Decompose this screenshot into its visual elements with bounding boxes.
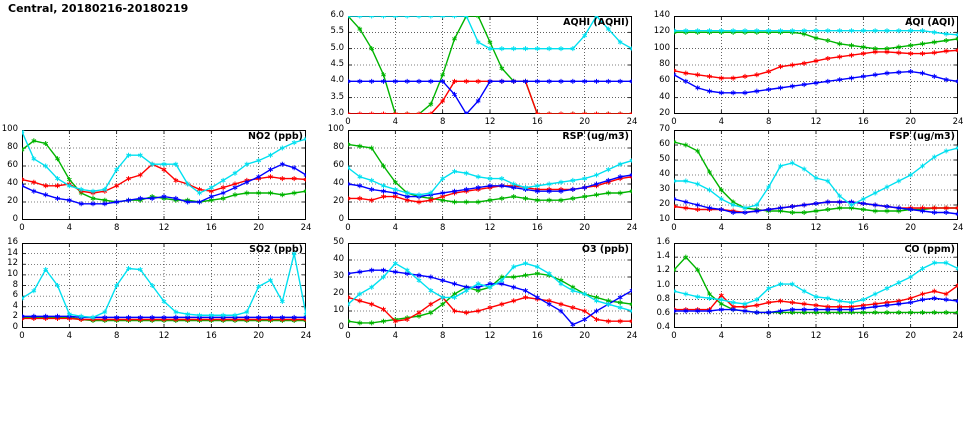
- x-tick-label: 24: [952, 117, 964, 127]
- y-tick-label: 4.5: [330, 59, 344, 69]
- y-tick-label: 50: [333, 237, 344, 247]
- y-tick-label: 20: [333, 288, 344, 298]
- plot-canvas-aqhi: [348, 16, 632, 114]
- y-tick-label: 10: [7, 268, 18, 279]
- x-tick-label: 0: [345, 331, 351, 341]
- y-tick-label: 0.8: [656, 293, 670, 304]
- panel-title-aqi: AQI (AQI): [905, 17, 955, 28]
- y-tick-label: 20: [333, 196, 344, 206]
- y-tick-label: 140: [653, 10, 670, 20]
- chart-panel-so2: [0, 237, 316, 350]
- series-marker: [358, 112, 362, 115]
- y-tick-label: 100: [653, 42, 670, 53]
- y-tick-label: 1.6: [656, 237, 670, 247]
- x-tick-label: 16: [857, 117, 869, 127]
- y-tick-label: 4: [12, 300, 18, 311]
- y-tick-label: 2: [12, 311, 18, 322]
- y-tick-label: 4.0: [330, 75, 344, 86]
- y-tick-label: 100: [327, 124, 344, 134]
- series-marker: [441, 16, 445, 19]
- x-tick-label: 0: [345, 223, 351, 233]
- y-tick-label: 40: [659, 91, 670, 102]
- y-tick-label: 0: [338, 214, 344, 224]
- y-tick-label: 20: [659, 199, 670, 209]
- y-tick-label: 50: [659, 154, 670, 164]
- y-tick-label: 70: [659, 124, 670, 134]
- x-tick-label: 24: [300, 223, 312, 233]
- x-tick-label: 20: [579, 223, 591, 233]
- y-tick-label: 80: [333, 142, 344, 152]
- x-tick-label: 0: [671, 117, 677, 127]
- series-marker: [583, 112, 587, 115]
- series-marker: [618, 112, 622, 115]
- y-tick-label: 120: [653, 26, 670, 37]
- x-tick-label: 4: [392, 223, 399, 233]
- panel-title-rsp: RSP (ug/m3): [562, 131, 629, 142]
- x-tick-label: 4: [392, 331, 399, 341]
- y-tick-label: 40: [333, 178, 344, 188]
- y-tick-label: 0.4: [656, 322, 670, 332]
- y-tick-label: 80: [659, 59, 670, 69]
- series-marker: [559, 112, 563, 115]
- x-tick-label: 0: [19, 223, 25, 233]
- x-tick-label: 20: [579, 331, 591, 341]
- y-tick-label: 60: [659, 75, 670, 86]
- x-tick-label: 12: [484, 331, 496, 341]
- page-title: Central, 20180216-20180219: [8, 2, 189, 15]
- x-tick-label: 16: [531, 223, 543, 233]
- y-tick-label: 0: [12, 214, 18, 224]
- panel-title-no2: NO2 (ppb): [247, 131, 303, 142]
- series-marker: [393, 16, 397, 19]
- y-tick-label: 60: [659, 139, 670, 149]
- x-tick-label: 8: [765, 331, 772, 341]
- x-tick-label: 12: [810, 223, 822, 233]
- y-tick-label: 40: [659, 169, 670, 179]
- y-tick-label: 0: [12, 322, 18, 332]
- x-tick-label: 0: [671, 223, 677, 233]
- x-tick-label: 12: [810, 331, 822, 341]
- series-marker: [370, 112, 374, 115]
- series-marker: [571, 112, 575, 115]
- y-tick-label: 40: [333, 254, 344, 264]
- x-tick-label: 20: [253, 223, 265, 233]
- plot-canvas-so2: [22, 243, 306, 328]
- y-tick-label: 100: [1, 124, 18, 134]
- chart-panel-no2: [0, 124, 316, 242]
- y-tick-label: 12: [7, 258, 18, 269]
- plot-canvas-co: [674, 243, 958, 328]
- x-tick-label: 8: [765, 117, 772, 127]
- series-marker: [547, 112, 551, 115]
- panel-title-o3: O3 (ppb): [581, 244, 629, 255]
- y-tick-label: 60: [333, 160, 344, 170]
- y-tick-label: 30: [333, 271, 344, 281]
- x-tick-label: 16: [857, 331, 869, 341]
- y-tick-label: 60: [7, 160, 18, 170]
- y-tick-label: 0.6: [656, 307, 670, 318]
- plot-canvas-no2: [22, 130, 306, 220]
- plot-canvas-o3: [348, 243, 632, 328]
- x-tick-label: 8: [113, 331, 120, 341]
- x-tick-label: 20: [579, 117, 591, 127]
- x-tick-label: 0: [671, 331, 677, 341]
- y-tick-label: 6.0: [330, 10, 344, 20]
- series-marker: [221, 178, 225, 183]
- x-tick-label: 12: [158, 223, 170, 233]
- x-tick-label: 8: [439, 331, 446, 341]
- x-tick-label: 8: [439, 117, 446, 127]
- x-tick-label: 12: [484, 117, 496, 127]
- chart-panel-aqhi: [318, 10, 642, 136]
- series-marker: [381, 112, 385, 115]
- x-tick-label: 4: [66, 331, 73, 341]
- chart-panel-co: [644, 237, 968, 350]
- series-marker: [452, 16, 456, 19]
- series-marker: [405, 112, 409, 115]
- x-tick-label: 24: [626, 117, 638, 127]
- x-tick-label: 8: [765, 223, 772, 233]
- x-tick-label: 4: [718, 331, 725, 341]
- series-marker: [429, 16, 433, 19]
- x-tick-label: 16: [857, 223, 869, 233]
- x-tick-label: 16: [205, 223, 217, 233]
- y-tick-label: 5.0: [330, 42, 344, 53]
- series-marker: [441, 72, 445, 77]
- y-tick-label: 80: [7, 142, 18, 152]
- chart-panel-aqi: [644, 10, 968, 136]
- x-tick-label: 4: [718, 223, 725, 233]
- series-marker: [684, 79, 688, 84]
- panel-title-aqhi: AQHI (AQHI): [563, 17, 629, 28]
- x-tick-label: 8: [113, 223, 120, 233]
- y-tick-label: 20: [659, 108, 670, 118]
- chart-panel-fsp: [644, 124, 968, 242]
- y-tick-label: 3.5: [330, 91, 344, 102]
- y-tick-label: 1.0: [656, 279, 670, 290]
- x-tick-label: 24: [952, 223, 964, 233]
- panel-title-so2: SO2 (ppb): [249, 244, 303, 255]
- x-tick-label: 4: [392, 117, 399, 127]
- series-marker: [393, 112, 397, 115]
- y-tick-label: 8: [12, 279, 18, 290]
- x-tick-label: 16: [531, 117, 543, 127]
- x-tick-label: 24: [626, 331, 638, 341]
- series-marker: [358, 16, 362, 19]
- series-marker: [381, 16, 385, 19]
- y-tick-label: 14: [7, 247, 18, 258]
- x-tick-label: 24: [952, 331, 964, 341]
- x-tick-label: 12: [810, 117, 822, 127]
- y-tick-label: 6: [12, 290, 18, 301]
- series-marker: [606, 112, 610, 115]
- series-marker: [417, 16, 421, 19]
- x-tick-label: 20: [905, 223, 917, 233]
- series-marker: [547, 302, 551, 307]
- panel-title-fsp: FSP (ug/m3): [889, 131, 955, 142]
- plot-canvas-aqi: [674, 16, 958, 114]
- series-marker: [405, 16, 409, 19]
- series-marker: [594, 112, 598, 115]
- y-tick-label: 1.2: [656, 265, 670, 276]
- x-tick-label: 4: [718, 117, 725, 127]
- plot-canvas-fsp: [674, 130, 958, 220]
- x-tick-label: 8: [439, 223, 446, 233]
- y-tick-label: 30: [659, 184, 670, 194]
- x-tick-label: 16: [205, 331, 217, 341]
- y-tick-label: 0: [338, 322, 344, 332]
- y-tick-label: 1.4: [656, 251, 670, 262]
- x-tick-label: 4: [66, 223, 73, 233]
- y-tick-label: 3.0: [330, 108, 344, 118]
- x-tick-label: 20: [905, 117, 917, 127]
- series-marker: [370, 16, 374, 19]
- y-tick-label: 5.5: [330, 26, 344, 37]
- y-tick-label: 40: [7, 178, 18, 188]
- y-tick-label: 10: [659, 214, 670, 224]
- chart-panel-o3: [318, 237, 642, 350]
- x-tick-label: 24: [300, 331, 312, 341]
- x-tick-label: 20: [905, 331, 917, 341]
- x-tick-label: 0: [345, 117, 351, 127]
- x-tick-label: 12: [484, 223, 496, 233]
- series-marker: [618, 295, 622, 300]
- y-tick-label: 16: [7, 237, 18, 247]
- panel-title-co: CO (ppm): [904, 244, 955, 255]
- x-tick-label: 0: [19, 331, 25, 341]
- x-tick-label: 20: [253, 331, 265, 341]
- x-tick-label: 16: [531, 331, 543, 341]
- x-tick-label: 24: [626, 223, 638, 233]
- y-tick-label: 10: [333, 305, 344, 315]
- chart-panel-rsp: [318, 124, 642, 242]
- x-tick-label: 12: [158, 331, 170, 341]
- y-tick-label: 20: [7, 196, 18, 206]
- plot-canvas-rsp: [348, 130, 632, 220]
